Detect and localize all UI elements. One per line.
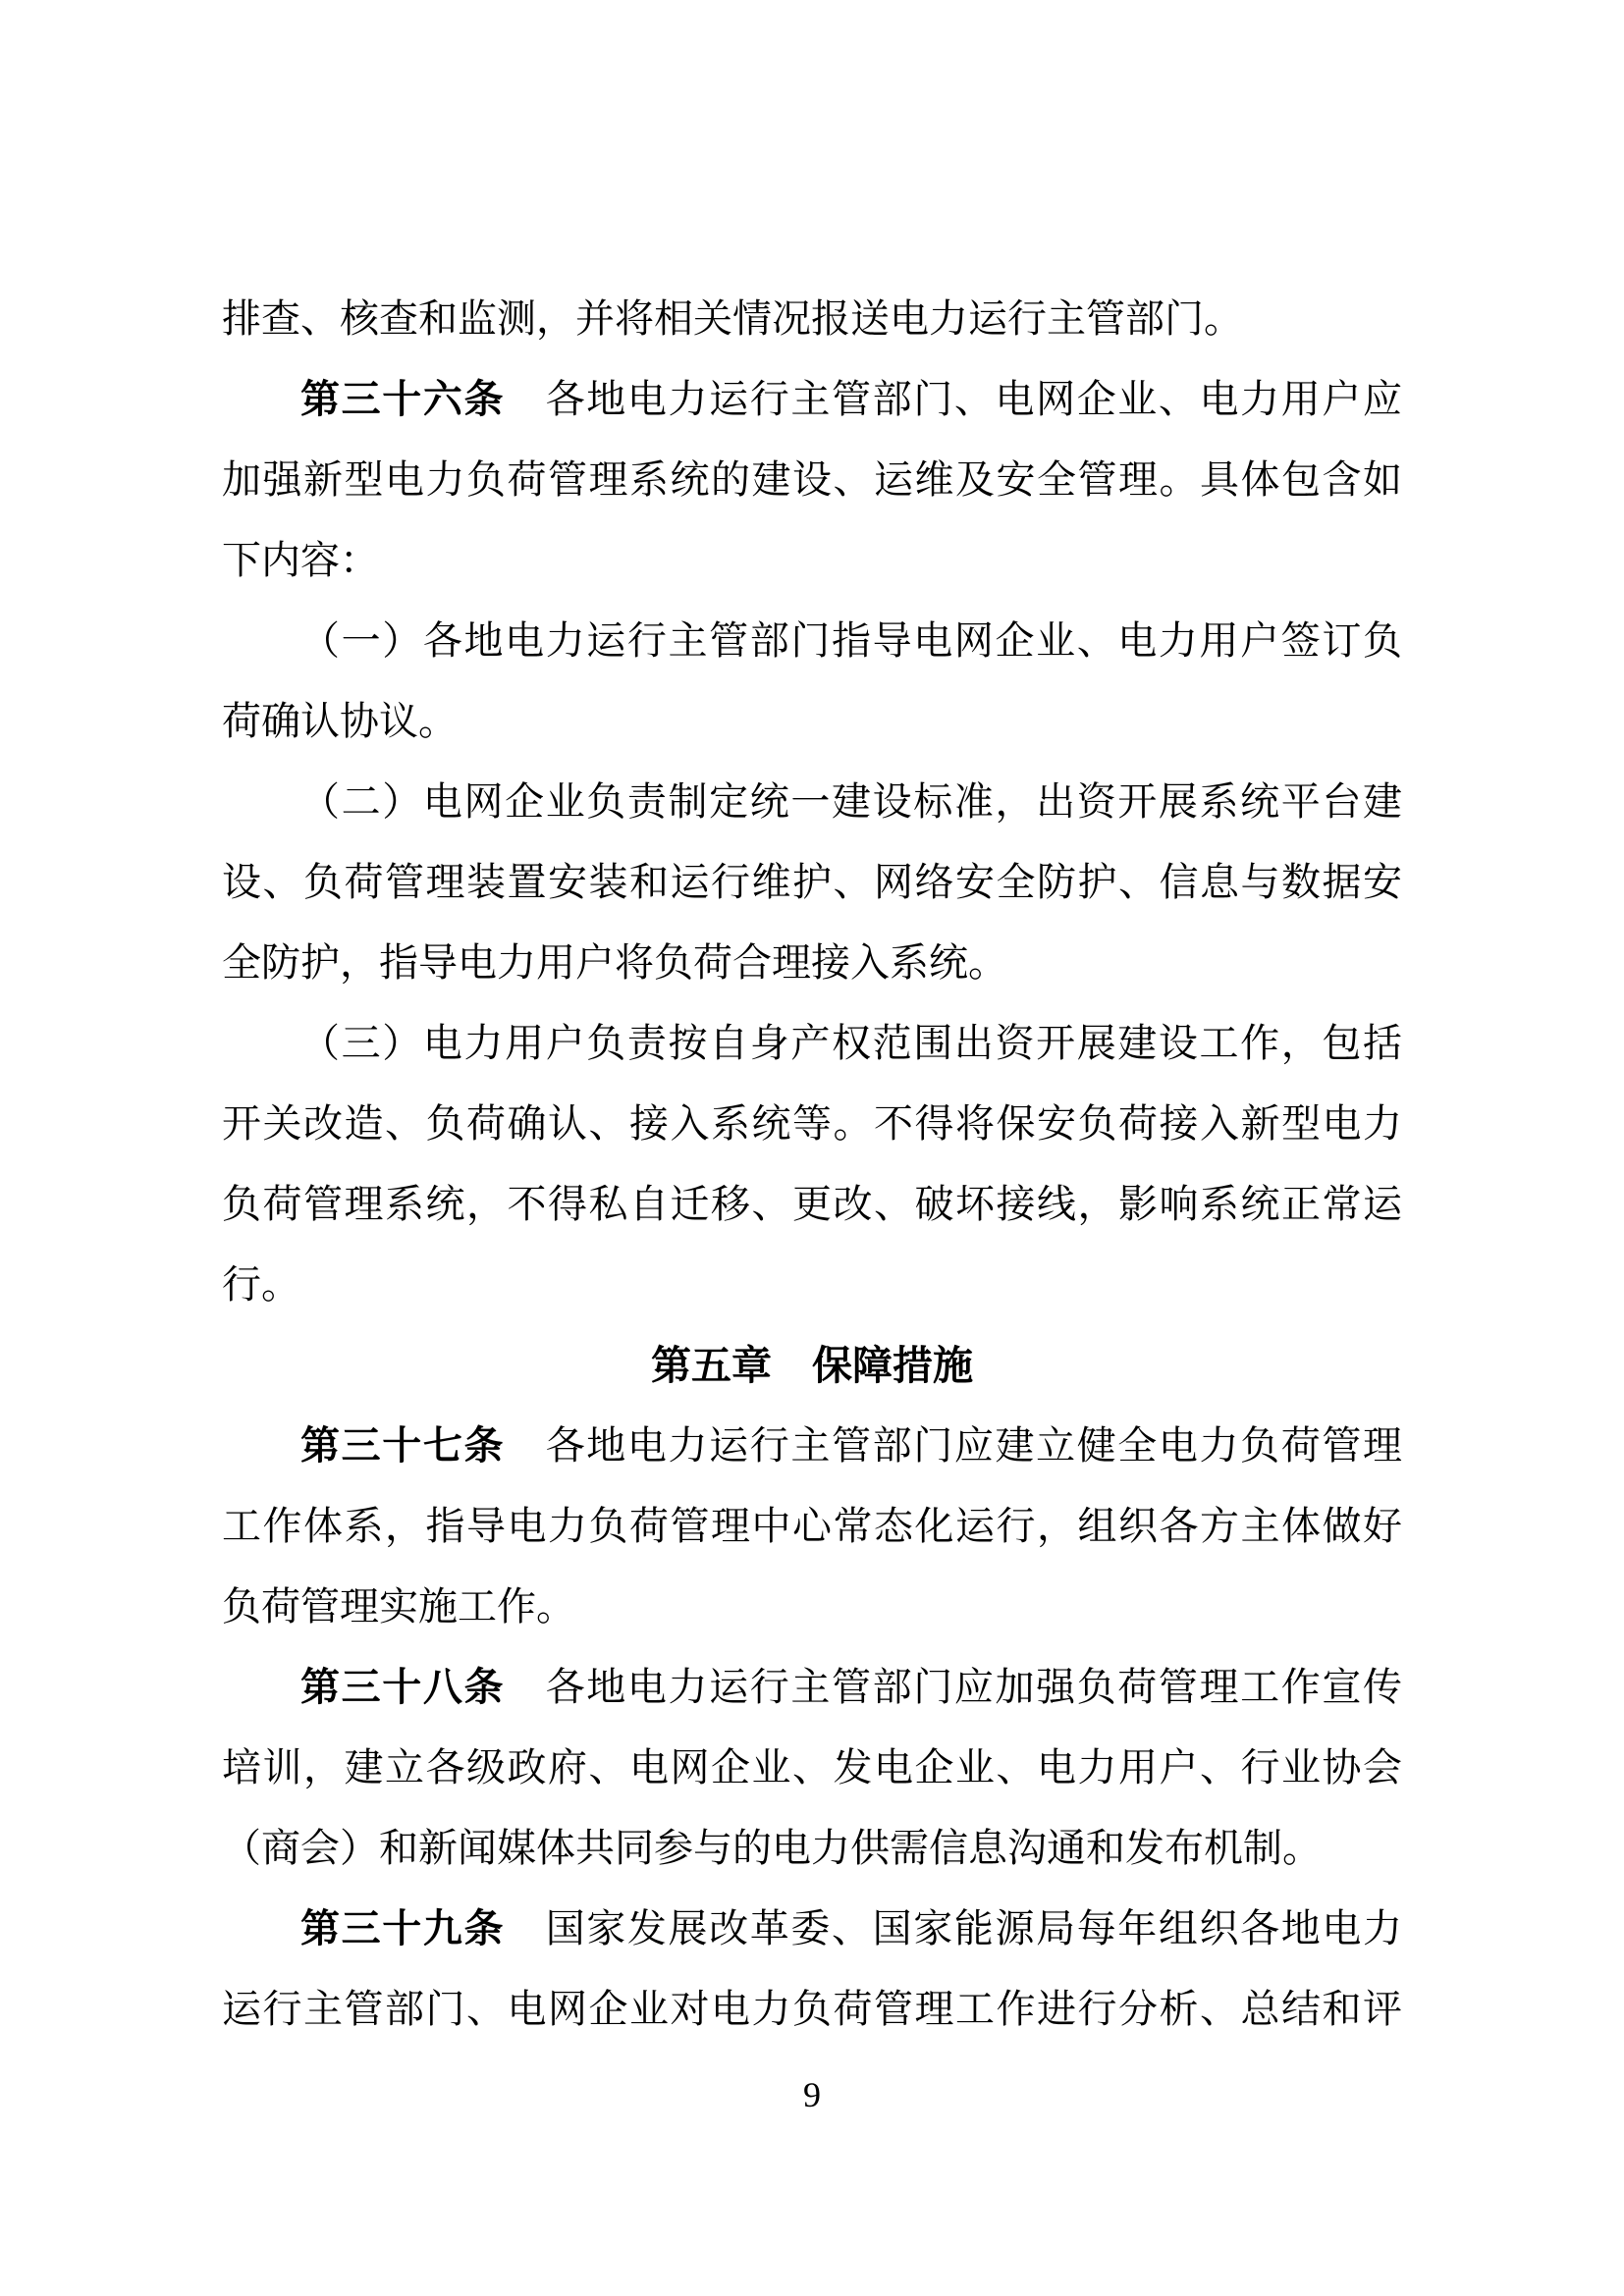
paragraph-article-36	[222, 359, 1402, 601]
body-line	[222, 762, 1402, 842]
article-number-label: 第三十八条	[300, 1665, 506, 1709]
body-line	[222, 1808, 1402, 1889]
page-number: 9	[803, 2075, 821, 2114]
line-text: 下内容：	[222, 538, 379, 582]
body-line	[222, 1567, 1402, 1647]
line-text: 荷确认协议。	[222, 699, 458, 743]
paragraph-item-1	[222, 601, 1402, 762]
line-text: 国家发展改革委、国家能源局每年组织各地电力	[505, 1906, 1403, 1950]
line-text: 加强新型电力负荷管理系统的建设、运维及安全管理。具体包含如	[222, 457, 1402, 502]
body-line	[222, 279, 1402, 359]
body-line	[222, 1647, 1402, 1728]
body-line	[222, 681, 1402, 762]
body-line	[222, 1084, 1402, 1164]
line-text: 各地电力运行主管部门应加强负荷管理工作宣传	[505, 1665, 1403, 1709]
line-text: 负荷管理实施工作。	[222, 1584, 575, 1629]
body-line	[222, 359, 1402, 440]
body-line	[222, 1245, 1402, 1325]
paragraph	[222, 279, 1402, 359]
body-line	[222, 1486, 1402, 1567]
paragraph-article-38	[222, 1647, 1402, 1889]
document-body	[222, 279, 1402, 2050]
paragraph-item-3	[222, 1003, 1402, 1325]
line-text: （一）各地电力运行主管部门指导电网企业、电力用户签订负	[300, 618, 1402, 663]
body-line	[222, 601, 1402, 681]
line-text: （商会）和新闻媒体共同参与的电力供需信息沟通和发布机制。	[222, 1826, 1322, 1870]
body-line	[222, 1889, 1402, 1969]
body-line	[222, 440, 1402, 520]
line-text: （三）电力用户负责按自身产权范围出资开展建设工作，包括	[300, 1021, 1402, 1065]
line-text: 设、负荷管理装置安装和运行维护、网络安全防护、信息与数据安	[222, 860, 1402, 904]
article-number-label: 第三十九条	[300, 1906, 506, 1950]
line-text: 培训，建立各级政府、电网企业、发电企业、电力用户、行业协会	[222, 1745, 1402, 1789]
article-number-label: 第三十七条	[300, 1423, 506, 1468]
line-text: 各地电力运行主管部门、电网企业、电力用户应	[505, 377, 1403, 421]
body-line	[222, 1728, 1402, 1808]
line-text: 运行主管部门、电网企业对电力负荷管理工作进行分析、总结和评	[222, 1987, 1402, 2031]
paragraph-item-2	[222, 762, 1402, 1003]
line-text: 行。	[222, 1262, 300, 1307]
line-text: 开关改造、负荷确认、接入系统等。不得将保安负荷接入新型电力	[222, 1101, 1402, 1146]
body-line	[222, 520, 1402, 601]
body-line	[222, 1969, 1402, 2050]
line-text: 工作体系，指导电力负荷管理中心常态化运行，组织各方主体做好	[222, 1504, 1402, 1548]
paragraph-article-37	[222, 1406, 1402, 1647]
line-text: 负荷管理系统，不得私自迁移、更改、破坏接线，影响系统正常运	[222, 1182, 1402, 1226]
chapter-heading: 第五章 保障措施	[651, 1343, 973, 1388]
article-number-label: 第三十六条	[300, 377, 506, 421]
body-line	[222, 1003, 1402, 1084]
line-text: 排查、核查和监测，并将相关情况报送电力运行主管部门。	[222, 296, 1243, 341]
line-text: 各地电力运行主管部门应建立健全电力负荷管理	[505, 1423, 1403, 1468]
line-text: 全防护，指导电力用户将负荷合理接入系统。	[222, 940, 1007, 985]
body-line	[222, 923, 1402, 1003]
body-line	[222, 1164, 1402, 1245]
paragraph-article-39	[222, 1889, 1402, 2050]
line-text: （二）电网企业负责制定统一建设标准，出资开展系统平台建	[300, 779, 1402, 824]
body-line	[222, 842, 1402, 923]
body-line	[222, 1406, 1402, 1486]
